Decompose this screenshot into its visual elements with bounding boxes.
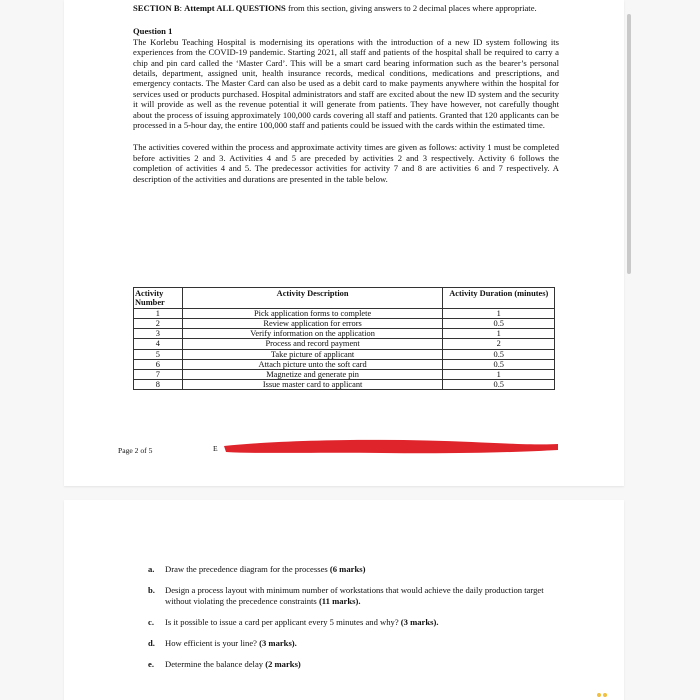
cell-activity-number: 1 bbox=[134, 309, 183, 319]
table-row bbox=[134, 349, 555, 359]
page-number: Page 2 of 5 bbox=[118, 446, 153, 455]
header-activity-description: Activity Description bbox=[182, 288, 443, 309]
cell-spacer bbox=[182, 379, 191, 389]
header-activity-duration: Activity Duration (minutes) bbox=[443, 288, 555, 309]
redacted-text-stub: E bbox=[213, 444, 218, 453]
activity-table bbox=[133, 287, 555, 390]
cell-spacer bbox=[434, 349, 443, 359]
task-text-wrap bbox=[165, 617, 548, 628]
cell-spacer bbox=[434, 339, 443, 349]
section-header: SECTION B: Attempt ALL QUESTIONS from this section, giving answers to 2 decimal places where appropriate. bbox=[133, 3, 537, 13]
cell-activity-number: 3 bbox=[134, 329, 183, 339]
cell-activity-duration: 0.5 bbox=[443, 379, 555, 389]
cell-activity-duration: 0.5 bbox=[443, 359, 555, 369]
cell-spacer bbox=[434, 329, 443, 339]
cell-activity-number: 7 bbox=[134, 369, 183, 379]
task-text-wrap bbox=[165, 638, 548, 649]
task-item bbox=[148, 564, 548, 575]
task-label: c. bbox=[148, 617, 154, 627]
cell-activity-number: 8 bbox=[134, 379, 183, 389]
cell-activity-description: Verify information on the application bbox=[191, 329, 433, 339]
cell-activity-description: Issue master card to applicant bbox=[191, 379, 433, 389]
cell-spacer bbox=[182, 369, 191, 379]
cell-activity-duration: 2 bbox=[443, 339, 555, 349]
cell-spacer bbox=[434, 359, 443, 369]
table-header-row bbox=[134, 288, 555, 309]
task-text-wrap bbox=[165, 564, 548, 575]
cell-spacer bbox=[182, 339, 191, 349]
task-item bbox=[148, 638, 548, 649]
section-instruction: from this section, giving answers to 2 decimal places where appropriate. bbox=[285, 3, 537, 13]
cell-activity-description: Pick application forms to complete bbox=[191, 309, 433, 319]
table-row bbox=[134, 329, 555, 339]
section-label: SECTION B bbox=[133, 3, 180, 13]
task-text: Is it possible to issue a card per applicant every 5 minutes and why? bbox=[165, 617, 401, 627]
page-content bbox=[133, 0, 559, 184]
table-row bbox=[134, 309, 555, 319]
cell-activity-number: 6 bbox=[134, 359, 183, 369]
cell-spacer bbox=[182, 309, 191, 319]
cell-activity-number: 5 bbox=[134, 349, 183, 359]
task-text: Design a process layout with minimum number of workstations that would achieve the daily production target without violating the precedence constraints bbox=[165, 585, 544, 606]
cell-spacer bbox=[182, 359, 191, 369]
task-text: How efficient is your line? bbox=[165, 638, 260, 648]
scrollbar[interactable] bbox=[627, 14, 631, 274]
table-row bbox=[134, 319, 555, 329]
task-text: Determine the balance delay bbox=[165, 659, 266, 669]
cell-activity-description: Process and record payment bbox=[191, 339, 433, 349]
task-item bbox=[148, 617, 548, 628]
table-row bbox=[134, 339, 555, 349]
table-row bbox=[134, 369, 555, 379]
question-paragraph-2: The activities covered within the process and approximate activity times are given as follows: activity 1 must be completed before activities 2 and 3. Activities 4 and 5 are preceded by activities 2 and 3 respectively. Activity 6 follows the completion of activities 4 and 5. The predecessor activities for activity 7 and 8 are activities 6 and 7 respectively. A description of the activities and durations are presented in the table below. bbox=[133, 142, 559, 184]
cell-spacer bbox=[434, 319, 443, 329]
task-marks: (3 marks). bbox=[400, 617, 439, 627]
cell-activity-description: Review application for errors bbox=[191, 319, 433, 329]
cell-spacer bbox=[434, 309, 443, 319]
cell-activity-duration: 1 bbox=[443, 329, 555, 339]
cell-activity-description: Take picture of applicant bbox=[191, 349, 433, 359]
task-label: b. bbox=[148, 585, 155, 595]
section-instruction-bold: Attempt ALL QUESTIONS bbox=[184, 3, 286, 13]
question-title: Question 1 bbox=[133, 26, 173, 37]
corner-mark-icon bbox=[596, 692, 608, 698]
question-paragraph-1: The Korlebu Teaching Hospital is modernising its operations with the introduction of a new ID system following its experiences from the COVID-19 pandemic. Starting 2021, all staff and patients of the hospital shall be required to carry a chip and pin card called the ‘Master Card’. This will be a smart card bearing information such as the bearer’s personal details, department, assigned unit, health insurance records, medical conditions, medications and prescriptions, and emergency contacts. The Master Card can also be used as a debit card to make payments anywhere within the hospital for services used or products purchased. Hospital administrators and staff are excited about the new ID system and the security it will provide as well as the revenue potential it will generate from patients. They have however, not carefully thought about the process of issuing approximately 100,000 cards covering all staff and patients. Granted that 120 applicants can be processed in a 5-hour day, the entire 100,000 staff and patients could be issued with the cards within the estimated time. bbox=[133, 36, 559, 131]
task-label: e. bbox=[148, 659, 154, 669]
task-marks: (11 marks). bbox=[318, 596, 361, 606]
cell-spacer bbox=[182, 329, 191, 339]
cell-spacer bbox=[182, 349, 191, 359]
cell-activity-number: 4 bbox=[134, 339, 183, 349]
task-text-wrap bbox=[165, 659, 548, 670]
task-item bbox=[148, 585, 548, 607]
cell-activity-duration: 0.5 bbox=[443, 319, 555, 329]
cell-activity-description: Magnetize and generate pin bbox=[191, 369, 433, 379]
task-text: Draw the precedence diagram for the processes bbox=[165, 564, 330, 574]
header-activity-number: Activity Number bbox=[134, 288, 183, 309]
cell-activity-description: Attach picture unto the soft card bbox=[191, 359, 433, 369]
redaction-mark bbox=[222, 436, 562, 456]
cell-activity-number: 2 bbox=[134, 319, 183, 329]
task-label: d. bbox=[148, 638, 155, 648]
table-row bbox=[134, 379, 555, 389]
task-item bbox=[148, 659, 548, 670]
table-row bbox=[134, 359, 555, 369]
cell-activity-duration: 0.5 bbox=[443, 349, 555, 359]
cell-spacer bbox=[434, 379, 443, 389]
cell-spacer bbox=[182, 319, 191, 329]
task-marks: (6 marks) bbox=[329, 564, 366, 574]
task-marks: (3 marks). bbox=[259, 638, 297, 648]
cell-activity-duration: 1 bbox=[443, 309, 555, 319]
task-marks: (2 marks) bbox=[265, 659, 301, 669]
cell-activity-duration: 1 bbox=[443, 369, 555, 379]
task-text-wrap bbox=[165, 585, 548, 607]
cell-spacer bbox=[434, 369, 443, 379]
task-list bbox=[148, 564, 548, 680]
redaction-stroke bbox=[224, 440, 558, 453]
task-label: a. bbox=[148, 564, 155, 574]
